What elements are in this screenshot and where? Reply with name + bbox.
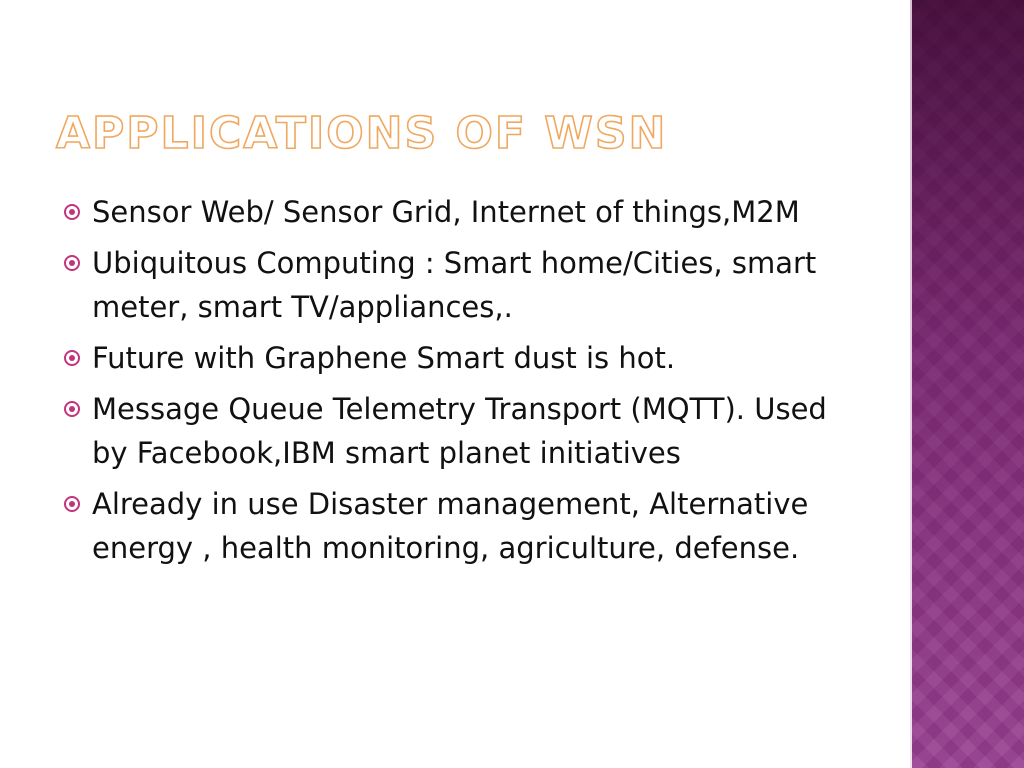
bullet-text: Future with Graphene Smart dust is hot. (92, 341, 676, 375)
bullet-item (60, 482, 860, 570)
bullet-text: Sensor Web/ Sensor Grid, Internet of things,M2M (92, 195, 800, 229)
decorative-side-band (912, 0, 1024, 768)
slide-title: APPLICATIONS OF WSN (56, 108, 668, 159)
bullet-item (60, 241, 860, 329)
target-bullet-icon (64, 204, 80, 220)
target-bullet-icon (64, 496, 80, 512)
bullet-list (60, 190, 860, 577)
bullet-text: Already in use Disaster management, Alternative energy , health monitoring, agriculture, defense. (92, 487, 809, 565)
bullet-item (60, 336, 860, 380)
bullet-text: Ubiquitous Computing : Smart home/Cities, smart meter, smart TV/appliances,. (92, 246, 817, 324)
target-bullet-icon (64, 350, 80, 366)
target-bullet-icon (64, 255, 80, 271)
bullet-text: Message Queue Telemetry Transport (MQTT). Used by Facebook,IBM smart planet initiatives (92, 392, 827, 470)
target-bullet-icon (64, 401, 80, 417)
bullet-item (60, 190, 860, 234)
bullet-item (60, 387, 860, 475)
